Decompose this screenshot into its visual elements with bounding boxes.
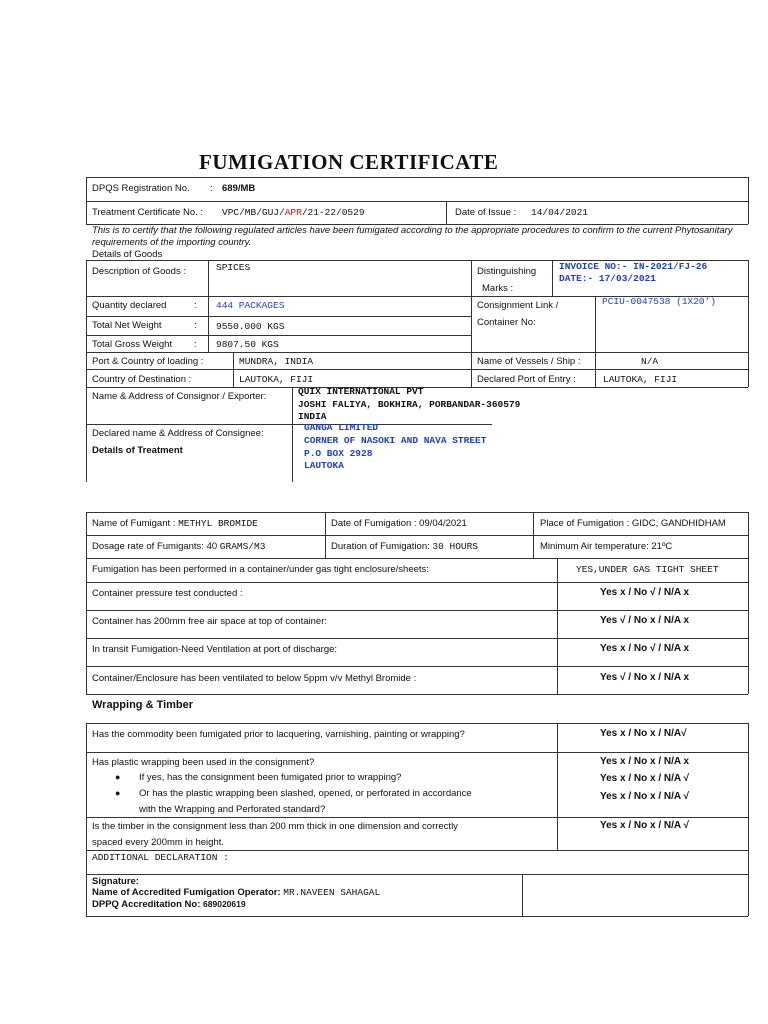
- entry-port-label: Declared Port of Entry :: [477, 374, 576, 385]
- rule: [86, 694, 748, 695]
- net-weight-value: 9550.000 KGS: [216, 321, 285, 332]
- rule: [86, 850, 748, 851]
- dosage-value: GRAMS/M3: [219, 541, 266, 552]
- rule: [86, 638, 748, 639]
- question-text: spaced every 200mm in height.: [92, 837, 225, 848]
- consignee-line: P.O BOX 2928: [304, 448, 373, 459]
- rule: [595, 296, 596, 352]
- duration-value: 30 HOURS: [432, 541, 478, 552]
- treatment-cert-part: /21-22/0529: [301, 207, 365, 218]
- description-value: SPICES: [216, 262, 251, 273]
- rule: [86, 874, 748, 875]
- question-text: Has the commodity been fumigated prior to lacquering, varnishing, painting or wrapping?: [92, 729, 465, 740]
- rule: [325, 512, 326, 558]
- rule: [552, 260, 553, 296]
- rule: [86, 260, 87, 482]
- consignment-label: Consignment Link /: [477, 300, 559, 311]
- answer-text: Yes x / No x / N/A √: [600, 773, 690, 784]
- rule: [86, 610, 748, 611]
- consignor-label: Name & Address of Consignor / Exporter:: [92, 391, 267, 402]
- gross-weight-label: Total Gross Weight: [92, 339, 173, 350]
- question-text: Container/Enclosure has been ventilated to below 5ppm v/v Methyl Bromide :: [92, 673, 417, 684]
- dpqs-sep: :: [210, 183, 213, 194]
- question-text: Or has the plastic wrapping been slashed, opened, or perforated in accordance: [139, 788, 472, 799]
- question-text: In transit Fumigation-Need Ventilation at port of discharge:: [92, 644, 338, 655]
- air-temperature: Minimum Air temperature: 21ºC: [540, 541, 673, 552]
- treatment-cert-label: Treatment Certificate No. :: [92, 207, 204, 218]
- answer-text: Yes x / No √ / N/A x: [600, 643, 690, 654]
- rule: [86, 535, 748, 536]
- dosage: [92, 541, 265, 552]
- rule: [557, 723, 558, 850]
- bullet-icon: ●: [115, 788, 121, 798]
- question-text: Has plastic wrapping been used in the consignment?: [92, 757, 315, 768]
- vessel-value: N/A: [641, 356, 659, 367]
- gross-weight-value: 9807.50 KGS: [216, 339, 279, 350]
- dpqs-value: 689/MB: [222, 183, 256, 194]
- rule: [86, 666, 748, 667]
- consignor-line: JOSHI FALIYA, BOKHIRA, PORBANDAR-360579: [298, 399, 521, 410]
- rule: [86, 916, 748, 917]
- consignor-line: QUIX INTERNATIONAL PVT: [298, 386, 424, 397]
- question-text: Container has 200mm free air space at top of container:: [92, 616, 327, 627]
- vessel-label: Name of Vessels / Ship :: [477, 356, 581, 367]
- issue-value: 14/04/2021: [531, 207, 589, 218]
- answer-text: Yes x / No √ / N/A x: [600, 587, 690, 598]
- answer-text: Yes √ / No x / N/A x: [600, 615, 690, 626]
- issue-label: Date of Issue :: [455, 207, 517, 218]
- container-value: PCIU-0047538 (1X20’): [602, 296, 717, 307]
- marks-label: Distinguishing: [477, 266, 537, 277]
- consignee-line: CORNER OF NASOKI AND NAVA STREET: [304, 435, 487, 446]
- duration-label: Duration of Fumigation:: [331, 541, 430, 552]
- treatment-cert-value: [222, 207, 365, 218]
- answer-text: Yes √ / No x / N/A x: [600, 672, 690, 683]
- rule: [208, 260, 209, 352]
- consignee-label: Declared name & Address of Consignee:: [92, 428, 264, 439]
- fumigation-place: Place of Fumigation : GIDC, GANDHIDHAM: [540, 518, 726, 529]
- dppq-label: DPPQ Accreditation No:: [92, 899, 201, 910]
- operator: [92, 887, 380, 898]
- answer-text: YES,UNDER GAS TIGHT SHEET: [576, 564, 719, 575]
- entry-port-value: LAUTOKA, FIJI: [603, 374, 678, 385]
- fumigant-value: METHYL BROMIDE: [178, 518, 258, 529]
- rule: [86, 817, 748, 818]
- dppq-value: 689020619: [203, 899, 246, 909]
- quantity-label: Quantity declared: [92, 300, 167, 311]
- fumigant-label-text: Name of Fumigant :: [92, 518, 176, 529]
- destination-value: LAUTOKA, FIJI: [239, 374, 314, 385]
- details-treatment-heading: Details of Treatment: [92, 445, 183, 456]
- container-label: Container No:: [477, 317, 536, 328]
- gross-weight-sep: :: [194, 339, 197, 350]
- rule: [86, 177, 87, 224]
- certify-text: This is to certify that the following regulated articles have been fumigated according to the appropriate procedures to confirm to the current Phytosanitary requirements of the importing country.: [92, 225, 733, 248]
- rule: [86, 512, 748, 513]
- quantity-value: 444 PACKAGES: [216, 300, 285, 311]
- wrapping-heading: Wrapping & Timber: [92, 699, 194, 711]
- rule: [86, 723, 87, 916]
- treatment-cert-month: APR: [284, 207, 302, 218]
- rule: [522, 874, 523, 916]
- question-text: with the Wrapping and Perforated standard?: [139, 804, 326, 815]
- description-label: Description of Goods :: [92, 266, 186, 277]
- rule: [86, 558, 748, 559]
- signature-label: Signature:: [92, 876, 139, 887]
- operator-value: MR.NAVEEN SAHAGAL: [283, 887, 381, 898]
- rule: [86, 512, 87, 694]
- answer-text: Yes x / No x / N/A √: [600, 820, 690, 831]
- consignee-line: GANGA LIMITED: [304, 422, 379, 433]
- bullet-icon: ●: [115, 772, 121, 782]
- details-goods-heading: Details of Goods: [92, 249, 163, 260]
- question-text: Is the timber in the consignment less than 200 mm thick in one dimension and correctly: [92, 821, 458, 832]
- dppq-accreditation: [92, 899, 246, 910]
- rule: [533, 512, 534, 558]
- rule: [446, 201, 447, 224]
- port-label: Port & Country of loading :: [92, 356, 204, 367]
- rule: [748, 512, 749, 694]
- list-item: [115, 772, 402, 783]
- page-title: FUMIGATION CERTIFICATE: [199, 150, 499, 174]
- question-text: If yes, has the consignment been fumigated prior to wrapping?: [139, 772, 402, 783]
- additional-declaration: ADDITIONAL DECLARATION :: [92, 852, 229, 863]
- answer-text: Yes x / No x / N/A √: [600, 791, 690, 802]
- dpqs-label: DPQS Registration No.: [92, 183, 190, 194]
- rule: [86, 335, 471, 336]
- duration: [331, 541, 478, 552]
- dosage-label: Dosage rate of Fumigants: 40: [92, 541, 218, 552]
- destination-label: Country of Destination :: [92, 374, 192, 385]
- rule: [86, 723, 748, 724]
- treatment-cert-part: VPC/MB/GUJ/: [222, 207, 285, 218]
- rule: [86, 582, 748, 583]
- quantity-sep: :: [194, 300, 197, 311]
- rule: [557, 558, 558, 694]
- net-weight-label: Total Net Weight: [92, 320, 162, 331]
- invoice-date: DATE:- 17/03/2021: [559, 273, 656, 284]
- rule: [86, 177, 748, 178]
- rule: [233, 352, 234, 387]
- consignor-line: INDIA: [298, 411, 327, 422]
- question-text: Fumigation has been performed in a container/under gas tight enclosure/sheets:: [92, 564, 429, 575]
- net-weight-sep: :: [194, 320, 197, 331]
- rule: [748, 177, 749, 224]
- rule: [748, 723, 749, 916]
- invoice-number: INVOICE NO:- IN-2021/FJ-26: [559, 261, 708, 272]
- fumigation-date: Date of Fumigation : 09/04/2021: [331, 518, 467, 529]
- fumigant-label: [92, 518, 258, 529]
- list-item: [115, 788, 472, 799]
- rule: [86, 369, 748, 370]
- marks-label: Marks :: [482, 283, 514, 294]
- rule: [292, 387, 293, 482]
- rule: [86, 316, 471, 317]
- rule: [595, 352, 596, 387]
- question-text: Container pressure test conducted :: [92, 588, 243, 599]
- rule: [86, 424, 492, 425]
- consignee-line: LAUTOKA: [304, 460, 344, 471]
- rule: [86, 352, 748, 353]
- rule: [471, 260, 472, 387]
- rule: [86, 201, 748, 202]
- port-value: MUNDRA, INDIA: [239, 356, 314, 367]
- answer-text: Yes x / No x / N/A x: [600, 756, 690, 767]
- answer-text: Yes x / No x / N/A√: [600, 728, 687, 739]
- operator-label: Name of Accredited Fumigation Operator:: [92, 887, 281, 898]
- rule: [86, 752, 748, 753]
- rule: [748, 260, 749, 387]
